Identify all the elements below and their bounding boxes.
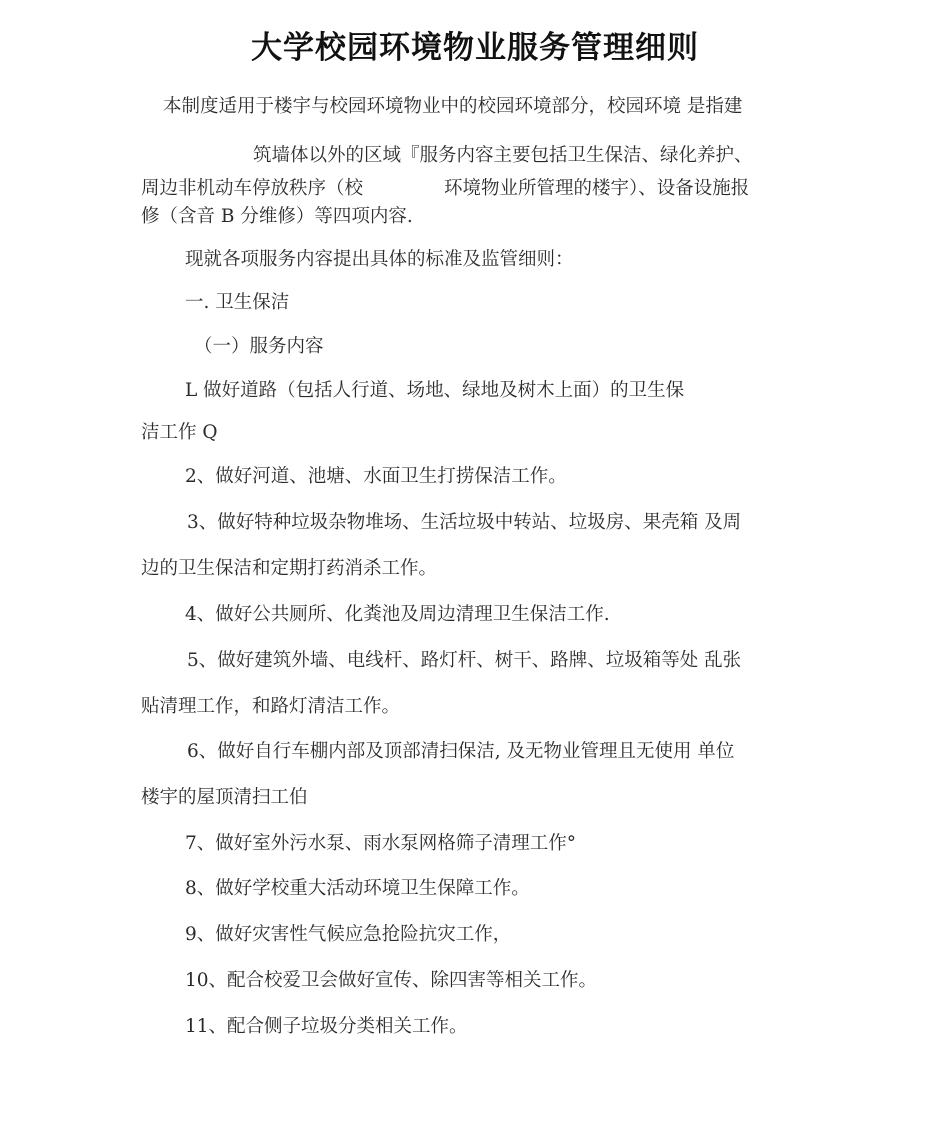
list-item: 边的卫生保洁和定期打药消杀工作。 [141, 558, 438, 579]
subsection-heading: （一）服务内容 [194, 336, 324, 357]
intro-line-1: 本制度适用于楼宇与校园环境物业中的校园环境部分，校园环境 是指建 [163, 96, 743, 117]
list-item: 楼宇的屋顶清扫工伯 [141, 787, 308, 808]
lead-paragraph: 现就各项服务内容提出具体的标准及监管细则： [185, 249, 574, 270]
list-item: 5、做好建筑外墙、电线杆、路灯杆、树干、路牌、垃圾箱等处 乱张 [187, 650, 742, 671]
list-item: 贴清理工作，和路灯清洁工作。 [141, 696, 401, 717]
list-item: 9、做好灾害性气候应急抢险抗灾工作， [185, 924, 512, 945]
intro-line-2: 筑墙体以外的区域『服务内容主要包括卫生保洁、绿化养护、 [253, 145, 753, 166]
intro-line-3a: 周边非机动车停放秩序（校 [141, 178, 364, 199]
list-item: 4、做好公共厕所、化粪池及周边清理卫生保洁工作. [185, 604, 610, 625]
intro-line-3b: 环境物业所管理的楼宇）、设备设施报 [444, 178, 750, 199]
list-item: 3、做好特种垃圾杂物堆场、生活垃圾中转站、垃圾房、果壳箱 及周 [187, 512, 742, 533]
list-item: 6、做好自行车棚内部及顶部清扫保洁, 及无物业管理且无使用 单位 [187, 741, 735, 762]
section-heading: 一. 卫生保洁 [185, 292, 290, 313]
list-item: 11、配合侧子垃圾分类相关工作。 [185, 1016, 468, 1037]
intro-line-4: 修（含音 B 分维修）等四项内容. [141, 206, 413, 227]
document-title: 大学校园环境物业服务管理细则 [251, 30, 699, 66]
list-item: 7、做好室外污水泵、雨水泵网格筛子清理工作° [185, 833, 577, 854]
list-item: 洁工作 Q [141, 422, 218, 443]
list-item: L 做好道路（包括人行道、场地、绿地及树木上面）的卫生保 [185, 380, 685, 401]
list-item: 2、做好河道、池塘、水面卫生打捞保洁工作。 [185, 466, 567, 487]
list-item: 10、配合校爱卫会做好宣传、除四害等相关工作。 [185, 970, 598, 991]
list-item: 8、做好学校重大活动环境卫生保障工作。 [185, 878, 530, 899]
